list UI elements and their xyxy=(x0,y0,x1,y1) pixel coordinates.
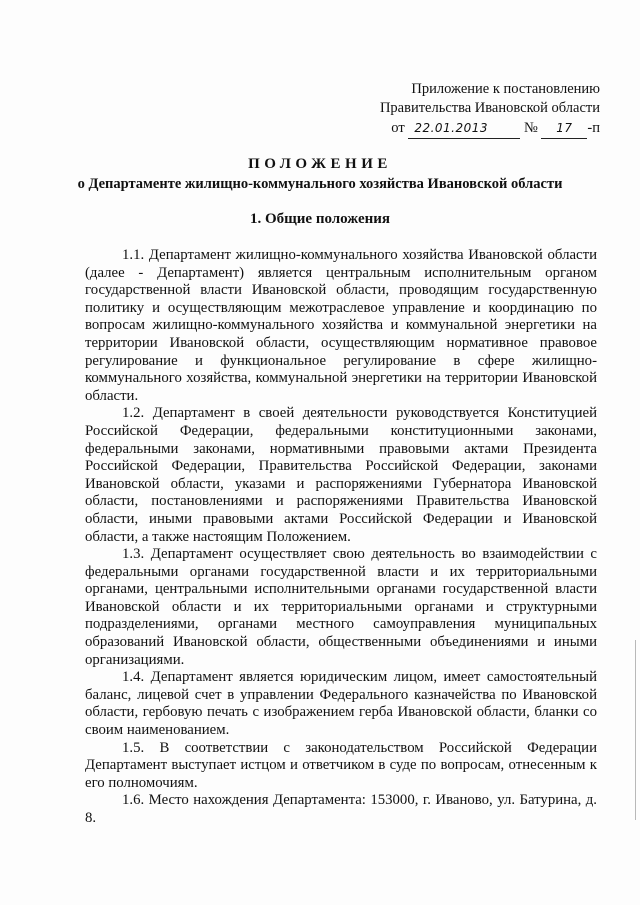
paragraph-1-3: 1.3. Департамент осуществляет свою деятельность во взаимодействии с федеральными органами государственной власти и их территориальными органами, центральными исполнительными органами государственной власти Ивановской области и их территориальными органами и структурными подразделениями, органами местного самоуправления муниципальных образований Ивановской области, общественными объединениями и иными организациями. xyxy=(85,546,597,668)
document-title: ПОЛОЖЕНИЕ xyxy=(248,156,392,172)
number-suffix: -п xyxy=(587,120,600,136)
ot-label: от xyxy=(391,120,405,136)
paragraph-1-1: 1.1. Департамент жилищно-коммунального хозяйства Ивановской области (далее - Департамент) является центральным исполнительным органом государственной власти Ивановской области, проводящим государственную политику и осуществляющим межотраслевое управление и координацию по вопросам жилищно-коммунального хозяйства и коммунальной энергетики на территории Ивановской области, осуществляющим нормативное правовое регулирование и функциональное регулирование в сфере жилищно-коммунального хозяйства, коммунальной энергетики на территории Ивановской области. xyxy=(85,247,597,404)
number-label: № xyxy=(523,120,538,136)
document-body xyxy=(85,247,597,828)
section-heading: 1. Общие положения xyxy=(249,211,391,227)
handwritten-number: 17 xyxy=(541,119,587,139)
paragraph-1-6: 1.6. Место нахождения Департамента: 153000, г. Иваново, ул. Батурина, д. 8. xyxy=(85,792,597,826)
paragraph-1-2: 1.2. Департамент в своей деятельности руководствуется Конституцией Российской Федерации, федеральными конституционными законами, федеральными законами, нормативными правовыми актами Президента Российской Федерации, Правительства Российской Федерации, законами Ивановской области, указами и распоряжениями Губернатора Ивановской области, постановлениями и распоряжениями Правительства Ивановской области, иными правовыми актами Российской Федерации и Ивановской области, а также настоящим Положением. xyxy=(85,405,597,545)
handwritten-date: 22.01.2013 xyxy=(408,119,520,139)
document-subtitle: о Департаменте жилищно-коммунального хозяйства Ивановской области xyxy=(77,176,563,192)
paragraph-1-5: 1.5. В соответствии с законодательством Российской Федерации Департамент выступает истцом и ответчиком в суде по вопросам, отнесенным к его полномочиям. xyxy=(85,739,597,791)
scan-edge-line xyxy=(635,640,636,820)
approval-header xyxy=(360,80,600,139)
header-line-2: Правительства Ивановской области xyxy=(379,100,600,116)
header-line-1: Приложение к постановлению xyxy=(411,81,600,97)
paragraph-1-4: 1.4. Департамент является юридическим лицом, имеет самостоятельный баланс, лицевой счет в управлении Федерального казначейства по Ивановской области, гербовую печать с изображением герба Ивановской области, бланки со своим наименованием. xyxy=(85,669,597,739)
order-reference xyxy=(360,119,600,139)
